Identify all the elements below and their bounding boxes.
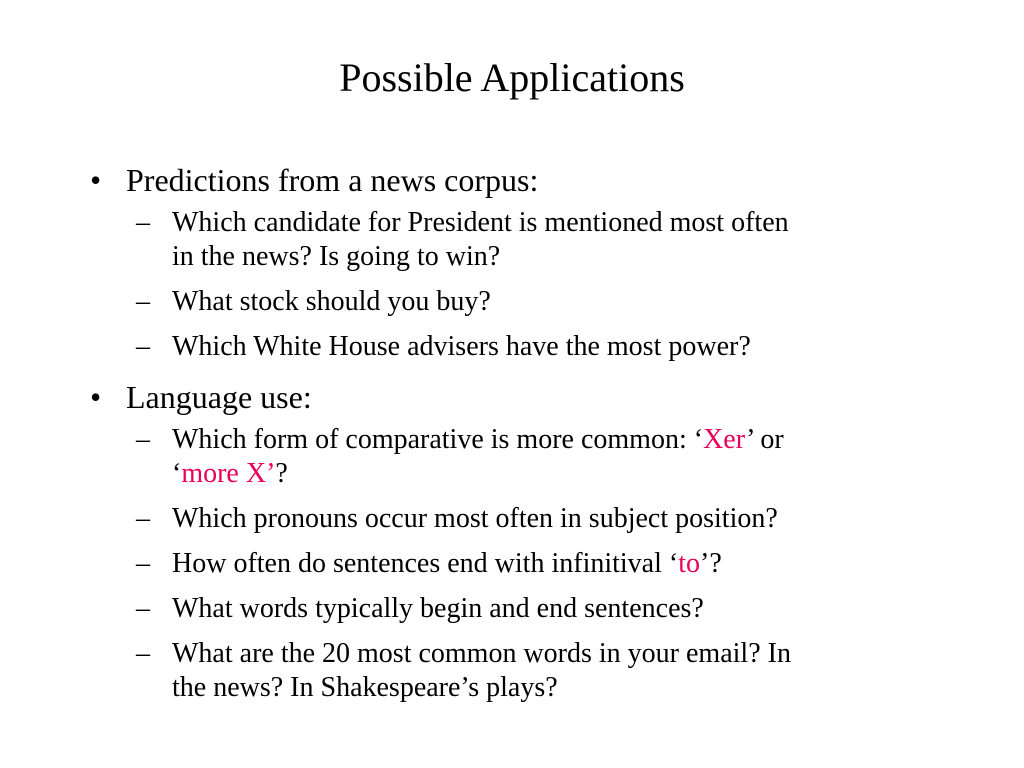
sub-item xyxy=(90,330,950,364)
slide-title: Possible Applications xyxy=(339,55,685,100)
dash-icon: – xyxy=(136,638,150,669)
dash-icon: – xyxy=(136,207,150,238)
sub-item xyxy=(90,547,950,581)
sub-text-segment: Which form of comparative is more common: ‘ xyxy=(172,424,704,455)
sub-item xyxy=(90,285,950,319)
bullet-item xyxy=(90,158,950,202)
sub-list xyxy=(90,206,950,364)
sub-text-line xyxy=(172,547,950,581)
dash-icon: – xyxy=(136,593,150,624)
highlighted-term: more X’ xyxy=(181,458,276,489)
sub-text-line: Which candidate for President is mentioned most often xyxy=(172,207,789,238)
sub-text-line: the news? In Shakespeare’s plays? xyxy=(172,672,558,703)
sub-text-line: What are the 20 most common words in your email? In xyxy=(172,638,791,669)
slide-body xyxy=(90,158,950,716)
sub-item xyxy=(90,423,950,491)
sub-text-line xyxy=(172,423,950,457)
sub-text-line: in the news? Is going to win? xyxy=(172,241,501,272)
sub-text-segment: How often do sentences end with infinitival ‘ xyxy=(172,548,679,579)
sub-item xyxy=(90,637,950,705)
sub-text-segment: ’? xyxy=(700,548,722,579)
highlighted-term: Xer xyxy=(703,424,747,455)
dash-icon: – xyxy=(136,331,150,362)
sub-text-segment: ? xyxy=(275,458,288,489)
bullet-text: Language use: xyxy=(126,379,312,415)
sub-text-line: What stock should you buy? xyxy=(172,286,491,317)
dash-icon: – xyxy=(136,503,150,534)
sub-text-line: Which White House advisers have the most power? xyxy=(172,331,751,362)
dash-icon: – xyxy=(136,548,150,579)
sub-text-line xyxy=(172,457,950,491)
sub-text-line: Which pronouns occur most often in subject position? xyxy=(172,503,778,534)
dash-icon: – xyxy=(136,286,150,317)
sub-text-line: What words typically begin and end sentences? xyxy=(172,593,704,624)
bullet-icon: • xyxy=(90,162,102,198)
bullet-item xyxy=(90,375,950,419)
highlighted-term: to xyxy=(678,548,700,579)
sub-text-segment: ’ or xyxy=(746,424,784,455)
sub-item xyxy=(90,592,950,626)
sub-list xyxy=(90,423,950,705)
dash-icon: – xyxy=(136,424,150,455)
bullet-text: Predictions from a news corpus: xyxy=(126,162,539,198)
sub-item xyxy=(90,502,950,536)
sub-text-segment: ‘ xyxy=(172,458,182,489)
bullet-icon: • xyxy=(90,379,102,415)
sub-item xyxy=(90,206,950,274)
